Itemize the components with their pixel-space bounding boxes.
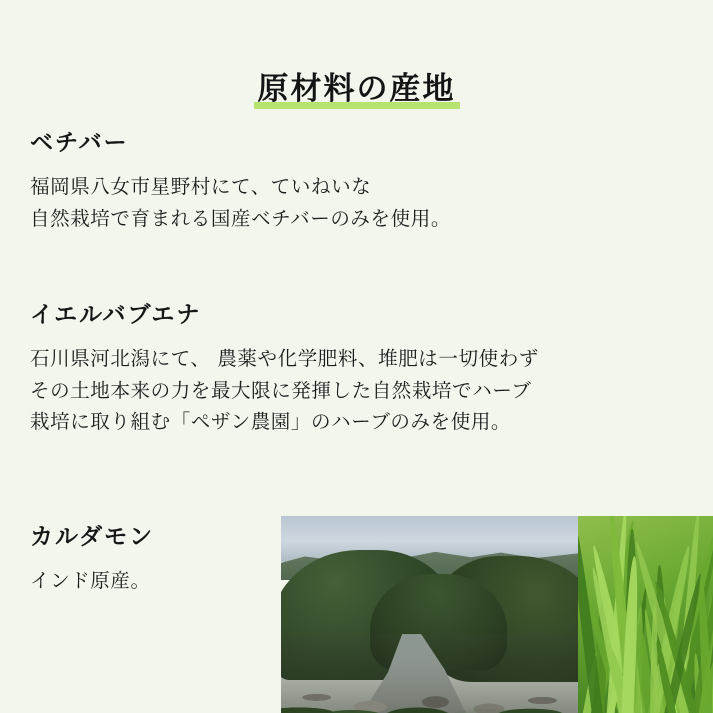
section-hierbabuena-body (30, 343, 690, 438)
page-title (254, 63, 460, 110)
section-hierbabuena-line-3: 栽培に取り組む「ペザン農園」のハーブのみを使用。 (30, 410, 512, 434)
river-valley-photo (281, 516, 578, 713)
section-vetiver (30, 124, 690, 234)
photo-strip (281, 516, 713, 713)
section-vetiver-heading: ベチバー (30, 129, 129, 156)
page-title-container (0, 42, 713, 131)
section-hierbabuena-line-1: 石川県河北潟にて、 農薬や化学肥料、堆肥は一切使わず (30, 347, 539, 370)
section-cardamom-line-1: インド原産。 (30, 569, 151, 592)
section-vetiver-line-1: 福岡県八女市星野村にて、ていねいな (30, 175, 372, 198)
green-grass-closeup-photo (578, 516, 713, 713)
section-vetiver-line-2: 自然栽培で育まれる国産ベチバーのみを使用。 (30, 206, 451, 230)
photo-foreground-vegetation-layer (281, 669, 578, 713)
section-vetiver-body (30, 171, 690, 234)
section-hierbabuena-heading: イエルバブエナ (30, 301, 202, 328)
page-title-text: 原材料の産地 (257, 70, 456, 107)
section-hierbabuena-line-2: その土地本来の力を最大限に発揮した自然栽培でハーブ (30, 378, 532, 402)
section-cardamom-heading: カルダモン (30, 523, 155, 550)
section-hierbabuena (30, 296, 690, 438)
